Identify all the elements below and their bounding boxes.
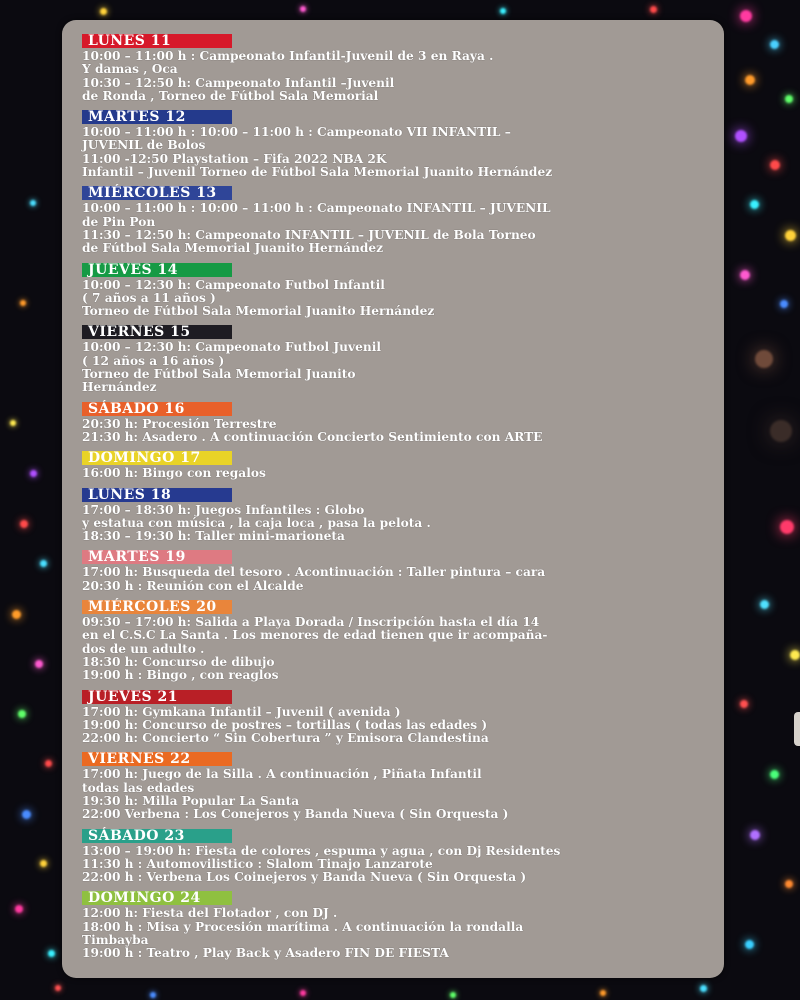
bokeh-light xyxy=(100,8,107,15)
event-line: 10:00 – 11:00 h : 10:00 – 11:00 h : Campeonato INFANTIL – JUVENIL xyxy=(82,201,551,216)
event-line: 16:00 h: Bingo con regalos xyxy=(82,466,266,481)
day-header: MIÉRCOLES 13 xyxy=(82,186,232,200)
bokeh-light xyxy=(450,992,456,998)
event-line: 17:00 h: Busqueda del tesoro . Acontinuación : Taller pintura – cara xyxy=(82,565,546,580)
day-header: VIERNES 15 xyxy=(82,325,232,339)
event-line: ( 7 años a 11 años ) xyxy=(82,290,216,305)
bokeh-light xyxy=(785,230,796,241)
day-events xyxy=(82,504,718,544)
bokeh-light xyxy=(760,600,769,609)
bokeh-light xyxy=(500,8,506,14)
event-line: 11:30 h : Automovilistico : Slalom Tinajo Lanzarote xyxy=(82,856,433,871)
bokeh-light xyxy=(45,760,52,767)
bokeh-light xyxy=(300,6,306,12)
bokeh-light xyxy=(55,985,61,991)
event-line: 10:00 – 11:00 h : 10:00 – 11:00 h : Campeonato VII INFANTIL – xyxy=(82,125,511,140)
bokeh-light xyxy=(745,75,755,85)
event-line: 12:00 h: Fiesta del Flotador , con DJ . xyxy=(82,906,338,921)
bokeh-light xyxy=(10,420,16,426)
day-header: LUNES 11 xyxy=(82,34,232,48)
day-events xyxy=(82,907,718,960)
schedule-list xyxy=(82,30,718,964)
bokeh-light xyxy=(745,940,754,949)
event-line: de Fútbol Sala Memorial Juanito Hernández xyxy=(82,241,384,256)
day-events xyxy=(82,202,718,255)
bokeh-light xyxy=(740,10,752,22)
event-line: 18:30 – 19:30 h: Taller mini-marioneta xyxy=(82,529,345,544)
day-events xyxy=(82,566,718,593)
bokeh-light xyxy=(755,350,773,368)
day-events xyxy=(82,845,718,885)
event-line: de Pin Pon xyxy=(82,214,156,229)
bokeh-light xyxy=(740,700,748,708)
event-line: Infantil – Juvenil Torneo de Fútbol Sala Memorial Juanito Hernández xyxy=(82,165,553,180)
day-section xyxy=(82,887,718,960)
day-header: SÁBADO 23 xyxy=(82,829,232,843)
event-line: 10:30 – 12:50 h: Campeonato Infantil –Juvenil xyxy=(82,75,395,90)
day-header: MARTES 19 xyxy=(82,550,232,564)
day-header: VIERNES 22 xyxy=(82,752,232,766)
event-line: JUVENIL de Bolos xyxy=(82,138,206,153)
event-line: 22:00 h: Concierto “ Sin Cobertura ” y Emisora Clandestina xyxy=(82,731,489,746)
day-header: DOMINGO 17 xyxy=(82,451,232,465)
event-line: 10:00 – 12:30 h: Campeonato Futbol Juvenil xyxy=(82,340,381,355)
bokeh-light xyxy=(780,300,788,308)
day-events xyxy=(82,768,718,821)
bokeh-light xyxy=(15,905,23,913)
day-header: MARTES 12 xyxy=(82,110,232,124)
event-line: 22:00 Verbena : Los Conejeros y Banda Nueva ( Sin Orquesta ) xyxy=(82,807,509,822)
event-line: ( 12 años a 16 años ) xyxy=(82,353,225,368)
event-line: 17:00 – 18:30 h: Juegos Infantiles : Globo xyxy=(82,502,365,517)
bokeh-light xyxy=(30,470,37,477)
bokeh-light xyxy=(600,990,606,996)
event-line: 18:00 h : Misa y Procesión marítima . A continuación la rondalla xyxy=(82,919,524,934)
event-line: dos de un adulto . xyxy=(82,641,205,656)
event-line: 17:00 h: Juego de la Silla . A continuación , Piñata Infantil xyxy=(82,767,482,782)
event-line: 19:00 h: Concurso de postres – tortillas ( todas las edades ) xyxy=(82,717,488,732)
event-line: 19:00 h : Teatro , Play Back y Asadero FIN DE FIESTA xyxy=(82,946,449,961)
bokeh-light xyxy=(40,560,47,567)
day-section xyxy=(82,686,718,746)
bokeh-light xyxy=(35,660,43,668)
day-section xyxy=(82,321,718,394)
event-line: 21:30 h: Asadero . A continuación Concierto Sentimiento con ARTE xyxy=(82,429,543,444)
bokeh-light xyxy=(750,830,760,840)
event-line: 20:30 h: Procesión Terrestre xyxy=(82,416,277,431)
schedule-panel xyxy=(62,20,724,978)
event-line: 09:30 – 17:00 h: Salida a Playa Dorada / Inscripción hasta el día 14 xyxy=(82,615,540,630)
bokeh-light xyxy=(785,95,793,103)
event-line: 11:00 -12:50 Playstation – Fifa 2022 NBA 2K xyxy=(82,151,387,166)
event-line: Torneo de Fútbol Sala Memorial Juanito xyxy=(82,367,356,382)
day-section xyxy=(82,106,718,179)
day-header: LUNES 18 xyxy=(82,488,232,502)
event-line: 17:00 h: Gymkana Infantil – Juvenil ( avenida ) xyxy=(82,704,401,719)
event-line: 20:30 h : Reunión con el Alcalde xyxy=(82,578,304,593)
day-header: JUEVES 14 xyxy=(82,263,232,277)
event-line: 10:00 – 11:00 h : Campeonato Infantil-Juvenil de 3 en Raya . xyxy=(82,49,494,63)
day-section xyxy=(82,30,718,103)
day-header: DOMINGO 24 xyxy=(82,891,232,905)
event-line: en el C.S.C La Santa . Los menores de edad tienen que ir acompaña- xyxy=(82,628,548,643)
event-line: y estatua con música , la caja loca , pasa la pelota . xyxy=(82,515,431,530)
bokeh-light xyxy=(650,6,657,13)
bokeh-light xyxy=(48,950,55,957)
day-section xyxy=(82,546,718,593)
bokeh-light xyxy=(20,300,26,306)
day-events xyxy=(82,126,718,179)
day-section xyxy=(82,484,718,544)
event-line: 19:30 h: Milla Popular La Santa xyxy=(82,793,300,808)
day-header: SÁBADO 16 xyxy=(82,402,232,416)
day-events xyxy=(82,616,718,682)
event-line: 13:00 – 19:00 h: Fiesta de colores , espuma y agua , con Dj Residentes xyxy=(82,843,561,858)
day-events xyxy=(82,279,718,319)
day-section xyxy=(82,447,718,480)
event-line: 10:00 – 12:30 h: Campeonato Futbol Infantil xyxy=(82,277,385,292)
event-line: 18:30 h: Concurso de dibujo xyxy=(82,654,275,669)
day-section xyxy=(82,596,718,682)
day-events xyxy=(82,418,718,445)
event-line: Timbayba xyxy=(82,933,149,948)
day-section xyxy=(82,825,718,885)
day-section xyxy=(82,748,718,821)
day-section xyxy=(82,398,718,445)
day-events xyxy=(82,341,718,394)
bokeh-light xyxy=(750,200,759,209)
day-header: JUEVES 21 xyxy=(82,690,232,704)
day-section xyxy=(82,182,718,255)
bokeh-light xyxy=(20,520,28,528)
edge-tab xyxy=(794,712,800,746)
event-line: Hernández xyxy=(82,380,157,395)
bokeh-light xyxy=(770,420,792,442)
event-line: 22:00 h : Verbena Los Coinejeros y Banda Nueva ( Sin Orquesta ) xyxy=(82,870,527,885)
bokeh-light xyxy=(22,810,31,819)
event-line: 19:00 h : Bingo , con reaglos xyxy=(82,668,279,683)
event-line: Torneo de Fútbol Sala Memorial Juanito Hernández xyxy=(82,304,435,319)
bokeh-light xyxy=(770,770,779,779)
bokeh-light xyxy=(300,990,306,996)
bokeh-light xyxy=(150,992,156,998)
day-events xyxy=(82,467,718,480)
event-line: Y damas , Oca xyxy=(82,62,178,77)
day-events xyxy=(82,50,718,103)
event-line: todas las edades xyxy=(82,780,195,795)
event-line: de Ronda , Torneo de Fútbol Sala Memorial xyxy=(82,88,379,103)
bokeh-light xyxy=(780,520,794,534)
day-section xyxy=(82,259,718,319)
bokeh-light xyxy=(18,710,26,718)
bokeh-light xyxy=(790,650,800,660)
bokeh-light xyxy=(40,860,47,867)
event-line: 11:30 – 12:50 h: Campeonato INFANTIL – JUVENIL de Bola Torneo xyxy=(82,227,536,242)
bokeh-light xyxy=(735,130,747,142)
day-header: MIÉRCOLES 20 xyxy=(82,600,232,614)
bokeh-light xyxy=(12,610,21,619)
bokeh-light xyxy=(785,880,793,888)
bokeh-light xyxy=(740,270,750,280)
bokeh-light xyxy=(770,160,780,170)
bokeh-light xyxy=(700,985,707,992)
bokeh-light xyxy=(30,200,36,206)
day-events xyxy=(82,706,718,746)
bokeh-light xyxy=(770,40,779,49)
